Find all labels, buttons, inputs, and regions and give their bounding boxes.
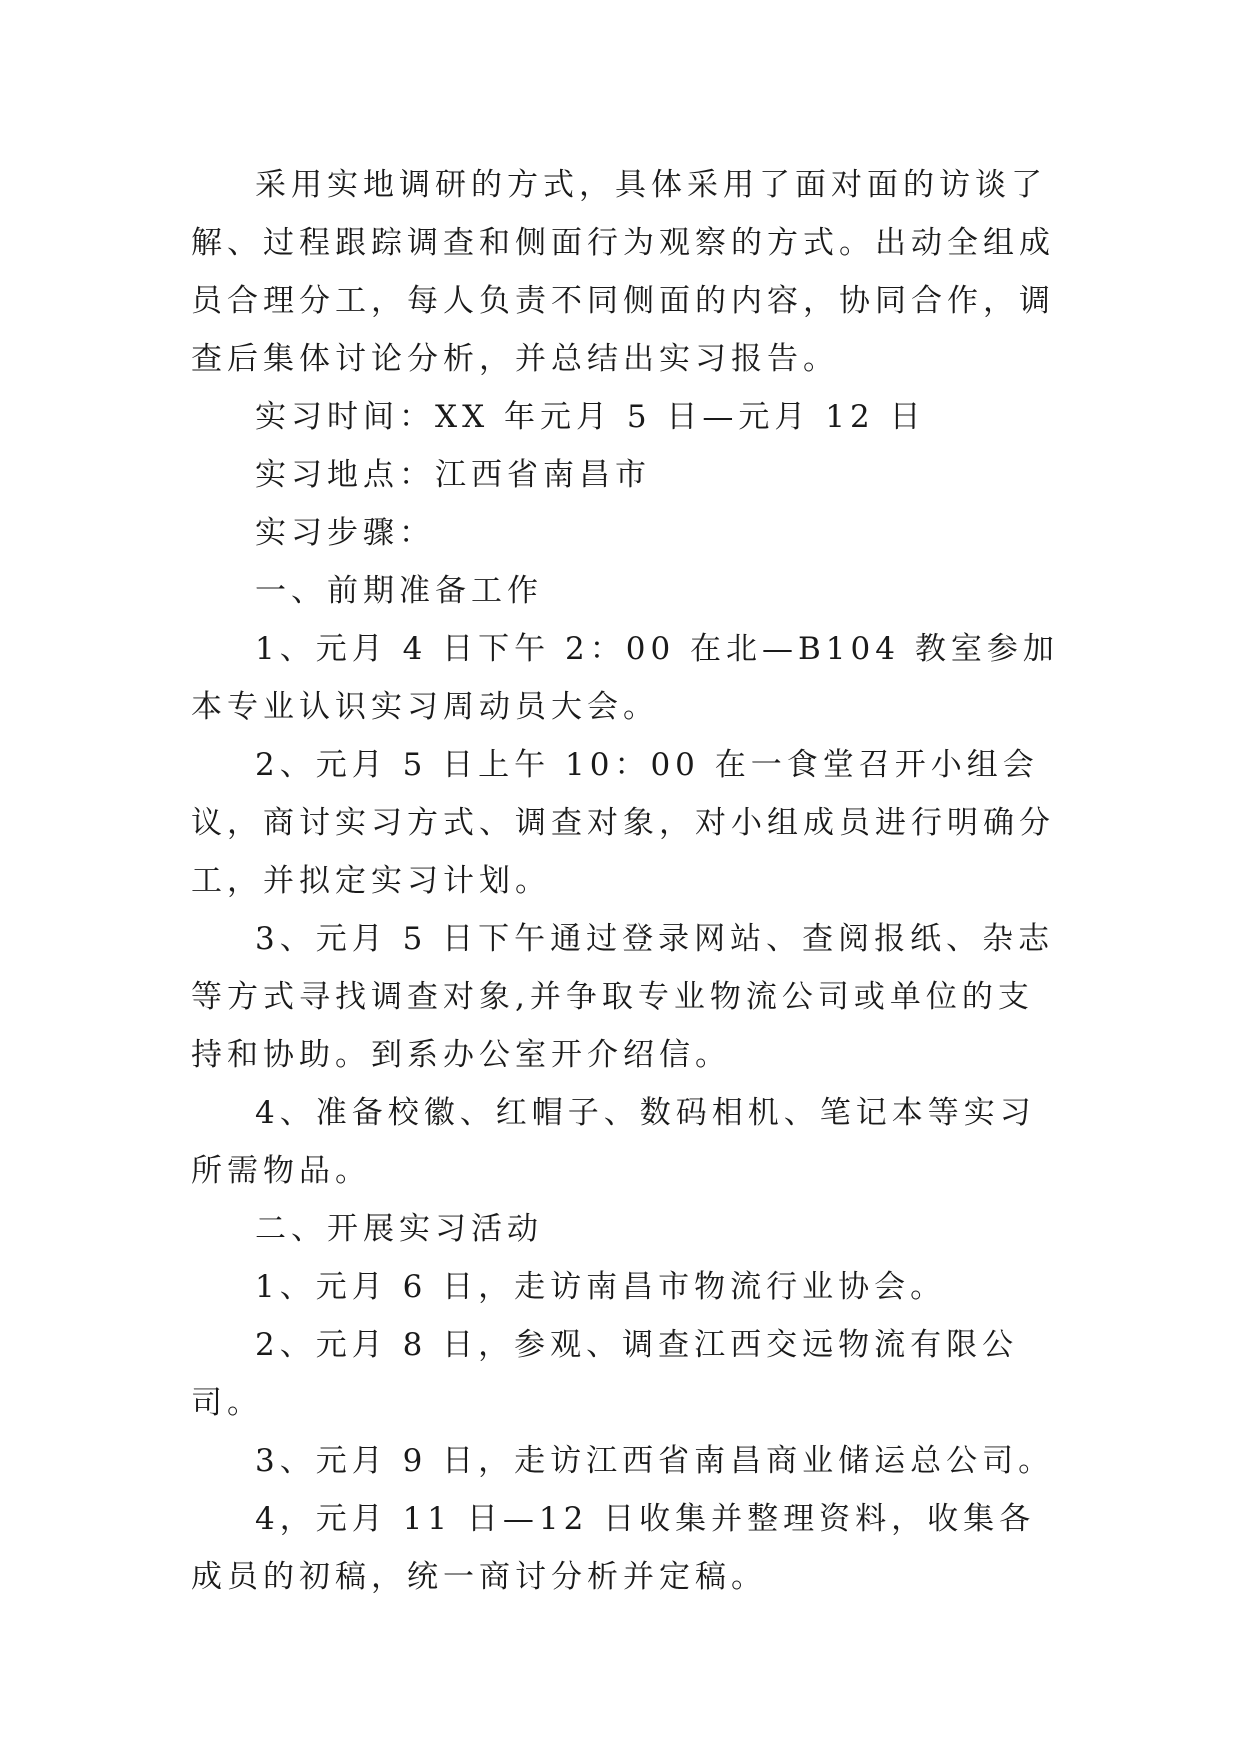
list-item-prep-2: 2、元月 5 日上午 10：00 在一食堂召开小组会议，商讨实习方式、调查对象，对小组成员进行明确分工，并拟定实习计划。 [191, 747, 1055, 899]
paragraph-method: 采用实地调研的方式，具体采用了面对面的访谈了解、过程跟踪调查和侧面行为观察的方式。出动全组成员合理分工，每人负责不同侧面的内容，协同合作，调查后集体讨论分析，并总结出实习报告。 [191, 167, 1055, 377]
section-heading-preparation: 一、前期准备工作 [255, 573, 543, 609]
list-item-prep-4: 4、准备校徽、红帽子、数码相机、笔记本等实习所需物品。 [191, 1095, 1036, 1189]
list-item-prep-1: 1、元月 4 日下午 2：00 在北—B104 教室参加本专业认识实习周动员大会。 [191, 631, 1059, 725]
list-item-prep-3: 3、元月 5 日下午通过登录网站、查阅报纸、杂志等方式寻找调查对象,并争取专业物流公司或单位的支持和协助。到系办公室开介绍信。 [191, 921, 1055, 1073]
document-body [191, 156, 1069, 1606]
list-item-activity-1: 1、元月 6 日，走访南昌市物流行业协会。 [255, 1269, 947, 1305]
list-item-activity-3: 3、元月 9 日，走访江西省南昌商业储运总公司。 [255, 1443, 1055, 1479]
paragraph-internship-time: 实习时间：XX 年元月 5 日—元月 12 日 [255, 399, 926, 435]
list-item-activity-4: 4，元月 11 日—12 日收集并整理资料，收集各成员的初稿，统一商讨分析并定稿。 [191, 1501, 1036, 1595]
section-heading-activities: 二、开展实习活动 [255, 1211, 543, 1247]
paragraph-internship-steps-heading: 实习步骤： [255, 515, 435, 551]
paragraph-internship-location: 实习地点：江西省南昌市 [255, 457, 651, 493]
list-item-activity-2: 2、元月 8 日，参观、调查江西交远物流有限公司。 [191, 1327, 1019, 1421]
